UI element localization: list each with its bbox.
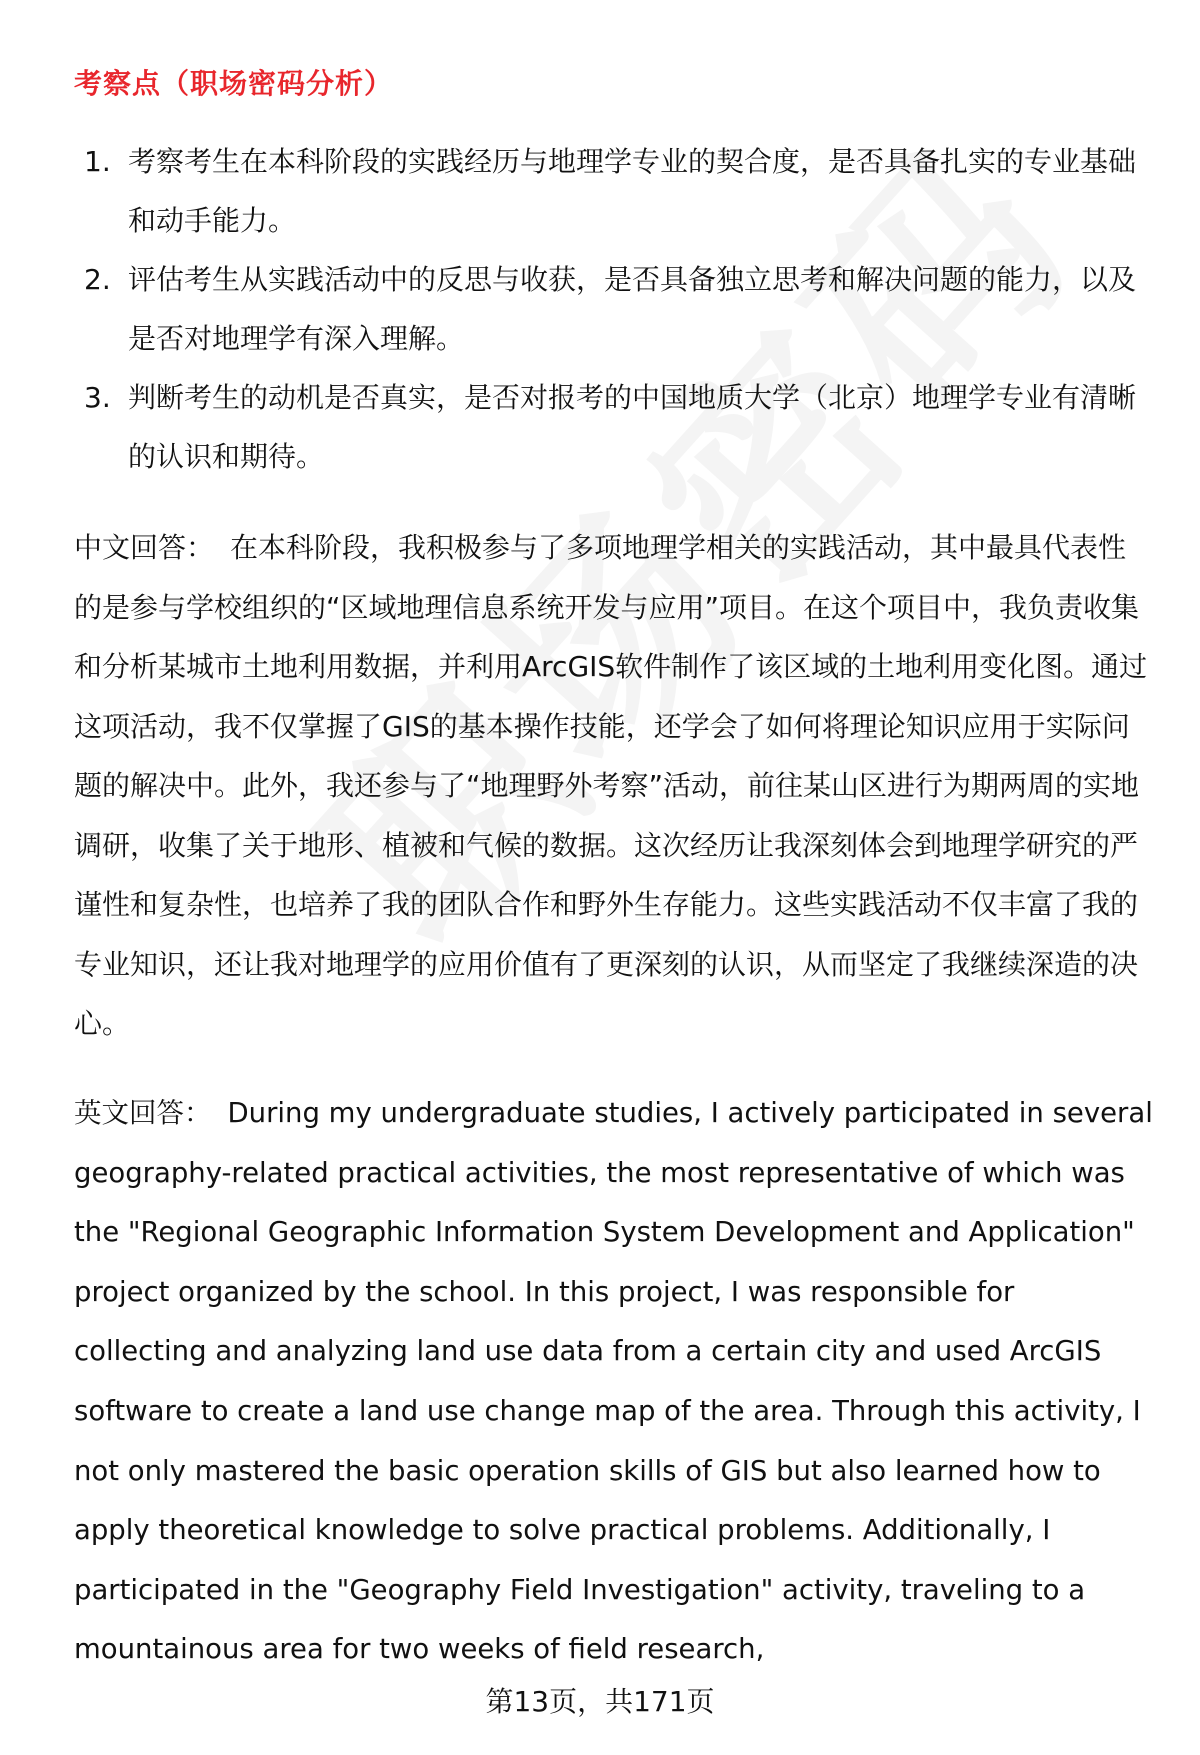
english-answer-text: During my undergraduate studies, I actively participated in several geography-related practical activities, the most representative of which was the "Regional Geographic Information System Development and Application" project organized by the school. In this project, I was responsible for collecting and analyzing land use data from a certain city and used ArcGIS software to create a land use change map of the area. Through this activity, I not only mastered the basic operation skills of GIS but also learned how to apply theoretical knowledge to solve practical problems. Additionally, I participated in the "Geography Field Investigation" activity, traveling to a mountainous area for two weeks of field research,	[74, 1097, 1153, 1666]
point-number: 2.	[84, 263, 111, 296]
point-text: 考察考生在本科阶段的实践经历与地理学专业的契合度，是否具备扎实的专业基础和动手能力。	[128, 145, 1137, 237]
assessment-point-2	[74, 250, 1144, 368]
chinese-answer-text: 在本科阶段，我积极参与了多项地理学相关的实践活动，其中最具代表性的是参与学校组织的“区域地理信息系统开发与应用”项目。在这个项目中，我负责收集和分析某城市土地利用数据，并利用ArcGIS软件制作了该区域的土地利用变化图。通过这项活动，我不仅掌握了GIS的基本操作技能，还学会了如何将理论知识应用于实际问题的解决中。此外，我还参与了“地理野外考察”活动，前往某山区进行为期两周的实地调研，收集了关于地形、植被和气候的数据。这次经历让我深刻体会到地理学研究的严谨性和复杂性，也培养了我的团队合作和野外生存能力。这些实践活动不仅丰富了我的专业知识，还让我对地理学的应用价值有了更深刻的认识，从而坚定了我继续深造的决心。	[74, 531, 1148, 1040]
english-answer	[74, 1084, 1154, 1680]
point-text: 判断考生的动机是否真实，是否对报考的中国地质大学（北京）地理学专业有清晰的认识和期待。	[128, 381, 1137, 473]
section-title: 考察点（职场密码分析）	[74, 67, 394, 100]
point-text: 评估考生从实践活动中的反思与收获，是否具备独立思考和解决问题的能力，以及是否对地理学有深入理解。	[128, 263, 1137, 355]
english-answer-label: 英文回答：	[74, 1097, 212, 1129]
assessment-points-list	[74, 132, 1144, 486]
page-number: 第13页，共171页	[485, 1685, 715, 1718]
point-number: 1.	[84, 145, 111, 178]
chinese-answer-label: 中文回答：	[74, 531, 215, 564]
assessment-point-3	[74, 368, 1144, 486]
assessment-point-1	[74, 132, 1144, 250]
chinese-answer	[74, 518, 1154, 1054]
point-number: 3.	[84, 381, 111, 414]
